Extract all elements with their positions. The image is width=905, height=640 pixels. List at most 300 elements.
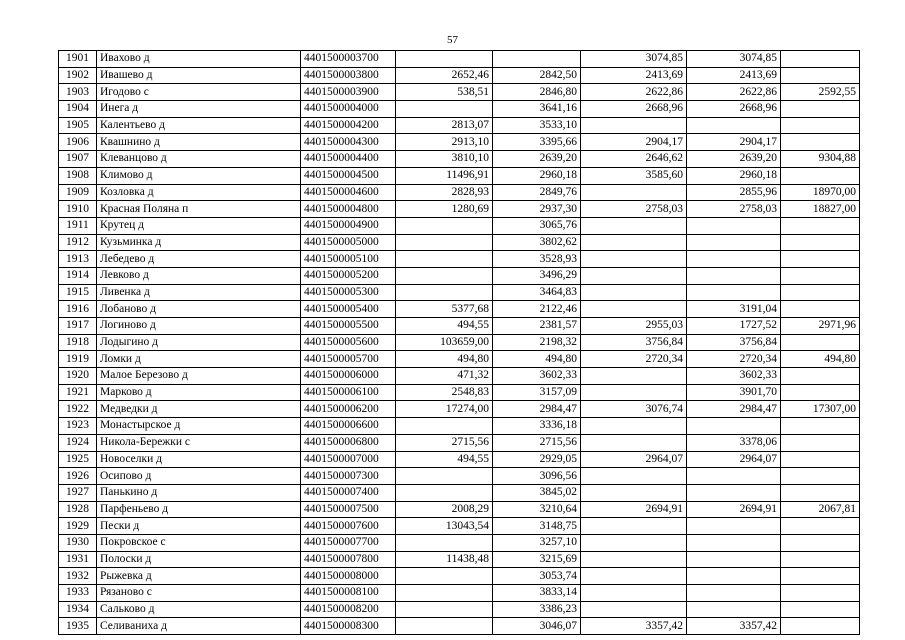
settlement-name-cell: Красная Поляна п bbox=[97, 201, 301, 218]
value-cell-1 bbox=[396, 534, 493, 551]
value-cell-2: 2929,05 bbox=[493, 451, 581, 468]
value-cell-4: 3901,70 bbox=[687, 384, 781, 401]
value-cell-4: 3191,04 bbox=[687, 301, 781, 318]
value-cell-1: 2828,93 bbox=[396, 184, 493, 201]
table-row bbox=[59, 234, 860, 251]
row-number-cell: 1920 bbox=[59, 368, 97, 385]
oktmo-code-cell: 4401500008100 bbox=[301, 585, 396, 602]
value-cell-5 bbox=[781, 484, 860, 501]
settlement-name-cell: Левково д bbox=[97, 267, 301, 284]
row-number-cell: 1928 bbox=[59, 501, 97, 518]
value-cell-2: 3496,29 bbox=[493, 267, 581, 284]
value-cell-3 bbox=[581, 418, 687, 435]
value-cell-1: 11496,91 bbox=[396, 167, 493, 184]
oktmo-code-cell: 4401500007600 bbox=[301, 518, 396, 535]
value-cell-3: 3357,42 bbox=[581, 618, 687, 635]
value-cell-1: 2652,46 bbox=[396, 67, 493, 84]
value-cell-5 bbox=[781, 167, 860, 184]
settlement-name-cell: Клеванцово д bbox=[97, 151, 301, 168]
value-cell-1: 103659,00 bbox=[396, 334, 493, 351]
value-cell-2: 2960,18 bbox=[493, 167, 581, 184]
settlement-name-cell: Ливенка д bbox=[97, 284, 301, 301]
value-cell-4 bbox=[687, 551, 781, 568]
value-cell-2: 3845,02 bbox=[493, 484, 581, 501]
value-cell-3 bbox=[581, 568, 687, 585]
value-cell-4: 2639,20 bbox=[687, 151, 781, 168]
table-row bbox=[59, 284, 860, 301]
value-cell-2: 494,80 bbox=[493, 351, 581, 368]
value-cell-2: 2846,80 bbox=[493, 84, 581, 101]
value-cell-5 bbox=[781, 117, 860, 134]
value-cell-2: 3157,09 bbox=[493, 384, 581, 401]
value-cell-5 bbox=[781, 468, 860, 485]
settlement-name-cell: Монастырское д bbox=[97, 418, 301, 435]
settlement-name-cell: Рыжевка д bbox=[97, 568, 301, 585]
value-cell-5: 17307,00 bbox=[781, 401, 860, 418]
row-number-cell: 1903 bbox=[59, 84, 97, 101]
row-number-cell: 1932 bbox=[59, 568, 97, 585]
value-cell-4 bbox=[687, 601, 781, 618]
value-cell-2: 3215,69 bbox=[493, 551, 581, 568]
value-cell-5 bbox=[781, 334, 860, 351]
table-row bbox=[59, 201, 860, 218]
value-cell-4: 2413,69 bbox=[687, 67, 781, 84]
table-row bbox=[59, 84, 860, 101]
value-cell-3: 2646,62 bbox=[581, 151, 687, 168]
row-number-cell: 1907 bbox=[59, 151, 97, 168]
oktmo-code-cell: 4401500004400 bbox=[301, 151, 396, 168]
table-row bbox=[59, 451, 860, 468]
settlement-name-cell: Климово д bbox=[97, 167, 301, 184]
row-number-cell: 1922 bbox=[59, 401, 97, 418]
table-row bbox=[59, 601, 860, 618]
oktmo-code-cell: 4401500007300 bbox=[301, 468, 396, 485]
value-cell-2: 3096,56 bbox=[493, 468, 581, 485]
value-cell-3 bbox=[581, 384, 687, 401]
row-number-cell: 1935 bbox=[59, 618, 97, 635]
value-cell-3: 2668,96 bbox=[581, 101, 687, 118]
oktmo-code-cell: 4401500003700 bbox=[301, 51, 396, 68]
value-cell-4 bbox=[687, 568, 781, 585]
oktmo-code-cell: 4401500006100 bbox=[301, 384, 396, 401]
value-cell-5: 494,80 bbox=[781, 351, 860, 368]
value-cell-4 bbox=[687, 267, 781, 284]
value-cell-3: 3756,84 bbox=[581, 334, 687, 351]
row-number-cell: 1906 bbox=[59, 134, 97, 151]
value-cell-2: 3528,93 bbox=[493, 251, 581, 268]
settlement-name-cell: Малое Березово д bbox=[97, 368, 301, 385]
value-cell-3: 2758,03 bbox=[581, 201, 687, 218]
oktmo-code-cell: 4401500005600 bbox=[301, 334, 396, 351]
table-row bbox=[59, 134, 860, 151]
value-cell-4: 2904,17 bbox=[687, 134, 781, 151]
value-cell-5 bbox=[781, 384, 860, 401]
row-number-cell: 1917 bbox=[59, 318, 97, 335]
value-cell-4: 2855,96 bbox=[687, 184, 781, 201]
value-cell-5: 18827,00 bbox=[781, 201, 860, 218]
value-cell-4: 3756,84 bbox=[687, 334, 781, 351]
value-cell-5 bbox=[781, 418, 860, 435]
value-cell-3 bbox=[581, 284, 687, 301]
oktmo-code-cell: 4401500007700 bbox=[301, 534, 396, 551]
row-number-cell: 1919 bbox=[59, 351, 97, 368]
row-number-cell: 1924 bbox=[59, 434, 97, 451]
settlement-name-cell: Кузьминка д bbox=[97, 234, 301, 251]
settlement-name-cell: Игодово с bbox=[97, 84, 301, 101]
value-cell-1: 494,80 bbox=[396, 351, 493, 368]
value-cell-3 bbox=[581, 217, 687, 234]
value-cell-5 bbox=[781, 101, 860, 118]
settlement-name-cell: Калентьево д bbox=[97, 117, 301, 134]
value-cell-3 bbox=[581, 184, 687, 201]
table-row bbox=[59, 251, 860, 268]
value-cell-4 bbox=[687, 585, 781, 602]
oktmo-code-cell: 4401500004800 bbox=[301, 201, 396, 218]
value-cell-2: 3602,33 bbox=[493, 368, 581, 385]
table-row bbox=[59, 117, 860, 134]
settlement-name-cell: Ивахово д bbox=[97, 51, 301, 68]
oktmo-code-cell: 4401500005700 bbox=[301, 351, 396, 368]
value-cell-2: 2842,50 bbox=[493, 67, 581, 84]
value-cell-3: 2622,86 bbox=[581, 84, 687, 101]
value-cell-5 bbox=[781, 434, 860, 451]
table-row bbox=[59, 67, 860, 84]
value-cell-2 bbox=[493, 51, 581, 68]
oktmo-code-cell: 4401500006600 bbox=[301, 418, 396, 435]
value-cell-1: 538,51 bbox=[396, 84, 493, 101]
value-cell-4: 3074,85 bbox=[687, 51, 781, 68]
value-cell-2: 3641,16 bbox=[493, 101, 581, 118]
table-row bbox=[59, 484, 860, 501]
value-cell-1 bbox=[396, 217, 493, 234]
value-cell-5: 2971,96 bbox=[781, 318, 860, 335]
value-cell-3 bbox=[581, 468, 687, 485]
value-cell-5 bbox=[781, 568, 860, 585]
value-cell-3 bbox=[581, 368, 687, 385]
value-cell-5 bbox=[781, 534, 860, 551]
settlement-name-cell: Медведки д bbox=[97, 401, 301, 418]
settlement-name-cell: Лобаново д bbox=[97, 301, 301, 318]
oktmo-code-cell: 4401500005000 bbox=[301, 234, 396, 251]
value-cell-5 bbox=[781, 51, 860, 68]
value-cell-5 bbox=[781, 267, 860, 284]
value-cell-1: 11438,48 bbox=[396, 551, 493, 568]
oktmo-code-cell: 4401500004500 bbox=[301, 167, 396, 184]
value-cell-1 bbox=[396, 234, 493, 251]
value-cell-2: 3464,83 bbox=[493, 284, 581, 301]
row-number-cell: 1905 bbox=[59, 117, 97, 134]
row-number-cell: 1921 bbox=[59, 384, 97, 401]
value-cell-3 bbox=[581, 251, 687, 268]
row-number-cell: 1934 bbox=[59, 601, 97, 618]
oktmo-code-cell: 4401500004300 bbox=[301, 134, 396, 151]
oktmo-code-cell: 4401500007400 bbox=[301, 484, 396, 501]
value-cell-1 bbox=[396, 101, 493, 118]
row-number-cell: 1913 bbox=[59, 251, 97, 268]
value-cell-2: 3065,76 bbox=[493, 217, 581, 234]
oktmo-code-cell: 4401500008000 bbox=[301, 568, 396, 585]
value-cell-3 bbox=[581, 601, 687, 618]
value-cell-1: 494,55 bbox=[396, 451, 493, 468]
settlement-name-cell: Инега д bbox=[97, 101, 301, 118]
table-row bbox=[59, 267, 860, 284]
table-row bbox=[59, 418, 860, 435]
settlement-name-cell: Лодыгино д bbox=[97, 334, 301, 351]
row-number-cell: 1926 bbox=[59, 468, 97, 485]
value-cell-2: 3336,18 bbox=[493, 418, 581, 435]
value-cell-1: 3810,10 bbox=[396, 151, 493, 168]
value-cell-1: 5377,68 bbox=[396, 301, 493, 318]
value-cell-1 bbox=[396, 468, 493, 485]
value-cell-3: 3074,85 bbox=[581, 51, 687, 68]
value-cell-2: 3053,74 bbox=[493, 568, 581, 585]
table-row bbox=[59, 318, 860, 335]
table-row bbox=[59, 101, 860, 118]
value-cell-3 bbox=[581, 518, 687, 535]
value-cell-2: 2937,30 bbox=[493, 201, 581, 218]
settlement-name-cell: Пески д bbox=[97, 518, 301, 535]
settlement-name-cell: Новоселки д bbox=[97, 451, 301, 468]
row-number-cell: 1927 bbox=[59, 484, 97, 501]
value-cell-2: 2715,56 bbox=[493, 434, 581, 451]
value-cell-1: 471,32 bbox=[396, 368, 493, 385]
row-number-cell: 1918 bbox=[59, 334, 97, 351]
value-cell-3 bbox=[581, 301, 687, 318]
table-row bbox=[59, 585, 860, 602]
table-row bbox=[59, 51, 860, 68]
settlement-name-cell: Никола-Бережки с bbox=[97, 434, 301, 451]
value-cell-4 bbox=[687, 284, 781, 301]
value-cell-2: 3046,07 bbox=[493, 618, 581, 635]
table-row bbox=[59, 551, 860, 568]
row-number-cell: 1904 bbox=[59, 101, 97, 118]
row-number-cell: 1911 bbox=[59, 217, 97, 234]
value-cell-5 bbox=[781, 301, 860, 318]
value-cell-1 bbox=[396, 585, 493, 602]
row-number-cell: 1925 bbox=[59, 451, 97, 468]
value-cell-3 bbox=[581, 534, 687, 551]
table-row bbox=[59, 401, 860, 418]
value-cell-4 bbox=[687, 468, 781, 485]
value-cell-5 bbox=[781, 217, 860, 234]
settlement-name-cell: Осипово д bbox=[97, 468, 301, 485]
value-cell-4 bbox=[687, 484, 781, 501]
oktmo-code-cell: 4401500003900 bbox=[301, 84, 396, 101]
table-row bbox=[59, 518, 860, 535]
oktmo-code-cell: 4401500005500 bbox=[301, 318, 396, 335]
value-cell-1: 494,55 bbox=[396, 318, 493, 335]
oktmo-code-cell: 4401500008200 bbox=[301, 601, 396, 618]
value-cell-1: 1280,69 bbox=[396, 201, 493, 218]
oktmo-code-cell: 4401500004600 bbox=[301, 184, 396, 201]
oktmo-code-cell: 4401500004900 bbox=[301, 217, 396, 234]
oktmo-code-cell: 4401500007500 bbox=[301, 501, 396, 518]
value-cell-1 bbox=[396, 267, 493, 284]
oktmo-code-cell: 4401500005100 bbox=[301, 251, 396, 268]
settlement-name-cell: Сальково д bbox=[97, 601, 301, 618]
value-cell-5 bbox=[781, 518, 860, 535]
value-cell-3 bbox=[581, 267, 687, 284]
settlement-name-cell: Лебедево д bbox=[97, 251, 301, 268]
table-row bbox=[59, 184, 860, 201]
value-cell-1 bbox=[396, 418, 493, 435]
value-cell-5: 9304,88 bbox=[781, 151, 860, 168]
settlement-name-cell: Ломки д bbox=[97, 351, 301, 368]
value-cell-3: 3076,74 bbox=[581, 401, 687, 418]
table-row bbox=[59, 534, 860, 551]
settlement-name-cell: Квашнино д bbox=[97, 134, 301, 151]
value-cell-5 bbox=[781, 451, 860, 468]
value-cell-4 bbox=[687, 418, 781, 435]
table-row bbox=[59, 217, 860, 234]
value-cell-3: 2904,17 bbox=[581, 134, 687, 151]
value-cell-2: 3386,23 bbox=[493, 601, 581, 618]
value-cell-5: 2067,81 bbox=[781, 501, 860, 518]
value-cell-3: 2955,03 bbox=[581, 318, 687, 335]
settlement-name-cell: Марково д bbox=[97, 384, 301, 401]
settlement-name-cell: Рязаново с bbox=[97, 585, 301, 602]
row-number-cell: 1930 bbox=[59, 534, 97, 551]
value-cell-3: 3585,60 bbox=[581, 167, 687, 184]
value-cell-4: 2984,47 bbox=[687, 401, 781, 418]
value-cell-4: 2668,96 bbox=[687, 101, 781, 118]
value-cell-2: 3833,14 bbox=[493, 585, 581, 602]
oktmo-code-cell: 4401500004200 bbox=[301, 117, 396, 134]
value-cell-2: 3533,10 bbox=[493, 117, 581, 134]
oktmo-code-cell: 4401500003800 bbox=[301, 67, 396, 84]
oktmo-code-cell: 4401500006000 bbox=[301, 368, 396, 385]
value-cell-2: 3802,62 bbox=[493, 234, 581, 251]
table-row bbox=[59, 368, 860, 385]
row-number-cell: 1902 bbox=[59, 67, 97, 84]
oktmo-code-cell: 4401500004000 bbox=[301, 101, 396, 118]
value-cell-4 bbox=[687, 117, 781, 134]
value-cell-3: 2413,69 bbox=[581, 67, 687, 84]
table-row bbox=[59, 151, 860, 168]
value-cell-3 bbox=[581, 585, 687, 602]
row-number-cell: 1916 bbox=[59, 301, 97, 318]
value-cell-2: 2381,57 bbox=[493, 318, 581, 335]
value-cell-5 bbox=[781, 551, 860, 568]
value-cell-1: 2913,10 bbox=[396, 134, 493, 151]
value-cell-4 bbox=[687, 251, 781, 268]
value-cell-5 bbox=[781, 284, 860, 301]
row-number-cell: 1914 bbox=[59, 267, 97, 284]
settlement-name-cell: Селиваниха д bbox=[97, 618, 301, 635]
oktmo-code-cell: 4401500005300 bbox=[301, 284, 396, 301]
settlement-name-cell: Логиново д bbox=[97, 318, 301, 335]
value-cell-3: 2694,91 bbox=[581, 501, 687, 518]
data-table bbox=[58, 50, 860, 635]
oktmo-code-cell: 4401500007800 bbox=[301, 551, 396, 568]
table-row bbox=[59, 468, 860, 485]
value-cell-1: 2813,07 bbox=[396, 117, 493, 134]
value-cell-4 bbox=[687, 534, 781, 551]
oktmo-code-cell: 4401500005200 bbox=[301, 267, 396, 284]
value-cell-1: 13043,54 bbox=[396, 518, 493, 535]
page-number: 57 bbox=[447, 34, 458, 46]
value-cell-3: 2964,07 bbox=[581, 451, 687, 468]
value-cell-2: 3210,64 bbox=[493, 501, 581, 518]
value-cell-3 bbox=[581, 484, 687, 501]
value-cell-4: 2960,18 bbox=[687, 167, 781, 184]
oktmo-code-cell: 4401500007000 bbox=[301, 451, 396, 468]
table-row bbox=[59, 618, 860, 635]
oktmo-code-cell: 4401500008300 bbox=[301, 618, 396, 635]
row-number-cell: 1908 bbox=[59, 167, 97, 184]
value-cell-4: 3357,42 bbox=[687, 618, 781, 635]
row-number-cell: 1912 bbox=[59, 234, 97, 251]
settlement-name-cell: Ивашево д bbox=[97, 67, 301, 84]
table-row bbox=[59, 434, 860, 451]
table-row bbox=[59, 334, 860, 351]
value-cell-5 bbox=[781, 234, 860, 251]
row-number-cell: 1915 bbox=[59, 284, 97, 301]
value-cell-5 bbox=[781, 585, 860, 602]
value-cell-4 bbox=[687, 217, 781, 234]
value-cell-4: 3602,33 bbox=[687, 368, 781, 385]
value-cell-2: 3257,10 bbox=[493, 534, 581, 551]
value-cell-5 bbox=[781, 134, 860, 151]
table-row bbox=[59, 167, 860, 184]
table-row bbox=[59, 384, 860, 401]
value-cell-1: 2548,83 bbox=[396, 384, 493, 401]
value-cell-5 bbox=[781, 618, 860, 635]
value-cell-3: 2720,34 bbox=[581, 351, 687, 368]
row-number-cell: 1929 bbox=[59, 518, 97, 535]
value-cell-2: 3148,75 bbox=[493, 518, 581, 535]
value-cell-1: 17274,00 bbox=[396, 401, 493, 418]
value-cell-1 bbox=[396, 51, 493, 68]
row-number-cell: 1931 bbox=[59, 551, 97, 568]
value-cell-1 bbox=[396, 284, 493, 301]
oktmo-code-cell: 4401500005400 bbox=[301, 301, 396, 318]
row-number-cell: 1909 bbox=[59, 184, 97, 201]
value-cell-5 bbox=[781, 601, 860, 618]
value-cell-4: 2758,03 bbox=[687, 201, 781, 218]
value-cell-3 bbox=[581, 434, 687, 451]
settlement-name-cell: Покровское с bbox=[97, 534, 301, 551]
value-cell-4 bbox=[687, 518, 781, 535]
settlement-name-cell: Козловка д bbox=[97, 184, 301, 201]
value-cell-1 bbox=[396, 601, 493, 618]
value-cell-1 bbox=[396, 484, 493, 501]
value-cell-4: 3378,06 bbox=[687, 434, 781, 451]
value-cell-2: 3395,66 bbox=[493, 134, 581, 151]
value-cell-1 bbox=[396, 568, 493, 585]
row-number-cell: 1901 bbox=[59, 51, 97, 68]
settlement-name-cell: Панькино д bbox=[97, 484, 301, 501]
settlement-name-cell: Крутец д bbox=[97, 217, 301, 234]
table-row bbox=[59, 301, 860, 318]
row-number-cell: 1910 bbox=[59, 201, 97, 218]
value-cell-2: 2639,20 bbox=[493, 151, 581, 168]
value-cell-3 bbox=[581, 234, 687, 251]
value-cell-3 bbox=[581, 551, 687, 568]
value-cell-4: 2720,34 bbox=[687, 351, 781, 368]
value-cell-5 bbox=[781, 251, 860, 268]
value-cell-1: 2715,56 bbox=[396, 434, 493, 451]
value-cell-4: 2964,07 bbox=[687, 451, 781, 468]
value-cell-2: 2849,76 bbox=[493, 184, 581, 201]
value-cell-5: 18970,00 bbox=[781, 184, 860, 201]
oktmo-code-cell: 4401500006800 bbox=[301, 434, 396, 451]
table-row bbox=[59, 351, 860, 368]
value-cell-4: 1727,52 bbox=[687, 318, 781, 335]
value-cell-3 bbox=[581, 117, 687, 134]
value-cell-5 bbox=[781, 67, 860, 84]
value-cell-2: 2984,47 bbox=[493, 401, 581, 418]
